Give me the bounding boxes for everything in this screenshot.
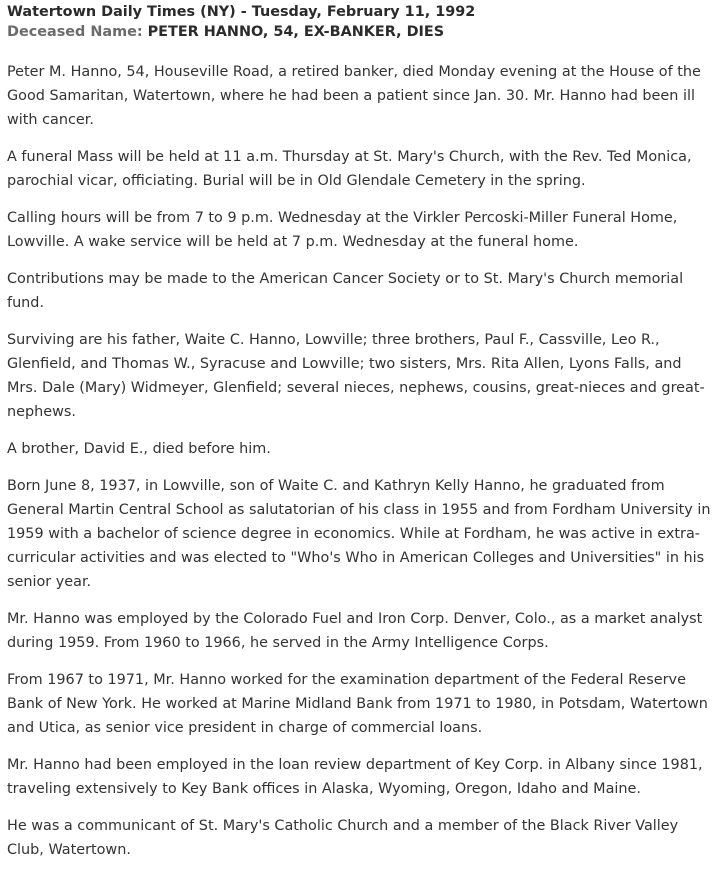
paragraph: A brother, David E., died before him. [7,441,271,457]
paragraph: Mr. Hanno was employed by the Colorado Fuel and Iron Corp. Denver, Colo., as a market analyst during 1959. From 1960 to 1966, he served in the Army Intelligence Corps. [7,611,703,651]
paragraph: Mr. Hanno had been employed in the loan review department of Key Corp. in Albany since 1981, traveling extensively to Key Bank offices in Alaska, Wyoming, Oregon, Idaho and Maine. [7,757,703,797]
source-line [7,2,715,22]
paragraph: A funeral Mass will be held at 11 a.m. Thursday at St. Mary's Church, with the Rev. Ted Monica, parochial vicar, officiating. Burial will be in Old Glendale Cemetery in the spring. [7,149,692,189]
deceased-label: Deceased Name: [7,24,143,40]
paragraph: Born June 8, 1937, in Lowville, son of Waite C. and Kathryn Kelly Hanno, he graduated from General Martin Central School as salutatorian of his class in 1955 and from Fordham University in 1959 with a bachelor of science degree in economics. While at Fordham, he was active in extra-curricular activities and was elected to "Who's Who in American Colleges and Universities" in his senior year. [7,478,711,590]
paragraph: Peter M. Hanno, 54, Houseville Road, a retired banker, died Monday evening at the House of the Good Samaritan, Watertown, where he had been a patient since Jan. 30. Mr. Hanno had been ill with cancer. [7,64,701,128]
paragraph: He was a communicant of St. Mary's Catholic Church and a member of the Black River Valley Club, Watertown. [7,818,679,858]
source-title: Watertown Daily Times (NY) - Tuesday, February 11, 1992 [7,4,476,20]
deceased-line [7,22,715,42]
deceased-name: PETER HANNO, 54, EX-BANKER, DIES [147,24,445,40]
paragraph: From 1967 to 1971, Mr. Hanno worked for the examination department of the Federal Reserve Bank of New York. He worked at Marine Midland Bank from 1971 to 1980, in Potsdam, Watertown and Utica, as senior vice president in charge of commercial loans. [7,672,708,736]
obituary-header [7,2,715,42]
paragraph: Contributions may be made to the American Cancer Society or to St. Mary's Church memorial fund. [7,271,684,311]
obituary-body [7,60,715,862]
paragraph: Calling hours will be from 7 to 9 p.m. Wednesday at the Virkler Percoski-Miller Funeral Home, Lowville. A wake service will be held at 7 p.m. Wednesday at the funeral home. [7,210,678,250]
paragraph: Surviving are his father, Waite C. Hanno, Lowville; three brothers, Paul F., Cassville, Leo R., Glenfield, and Thomas W., Syracuse and Lowville; two sisters, Mrs. Rita Allen, Lyons Falls, and Mrs. Dale (Mary) Widmeyer, Glenfield; several nieces, nephews, cousins, great-nieces and great-nephews. [7,332,705,420]
